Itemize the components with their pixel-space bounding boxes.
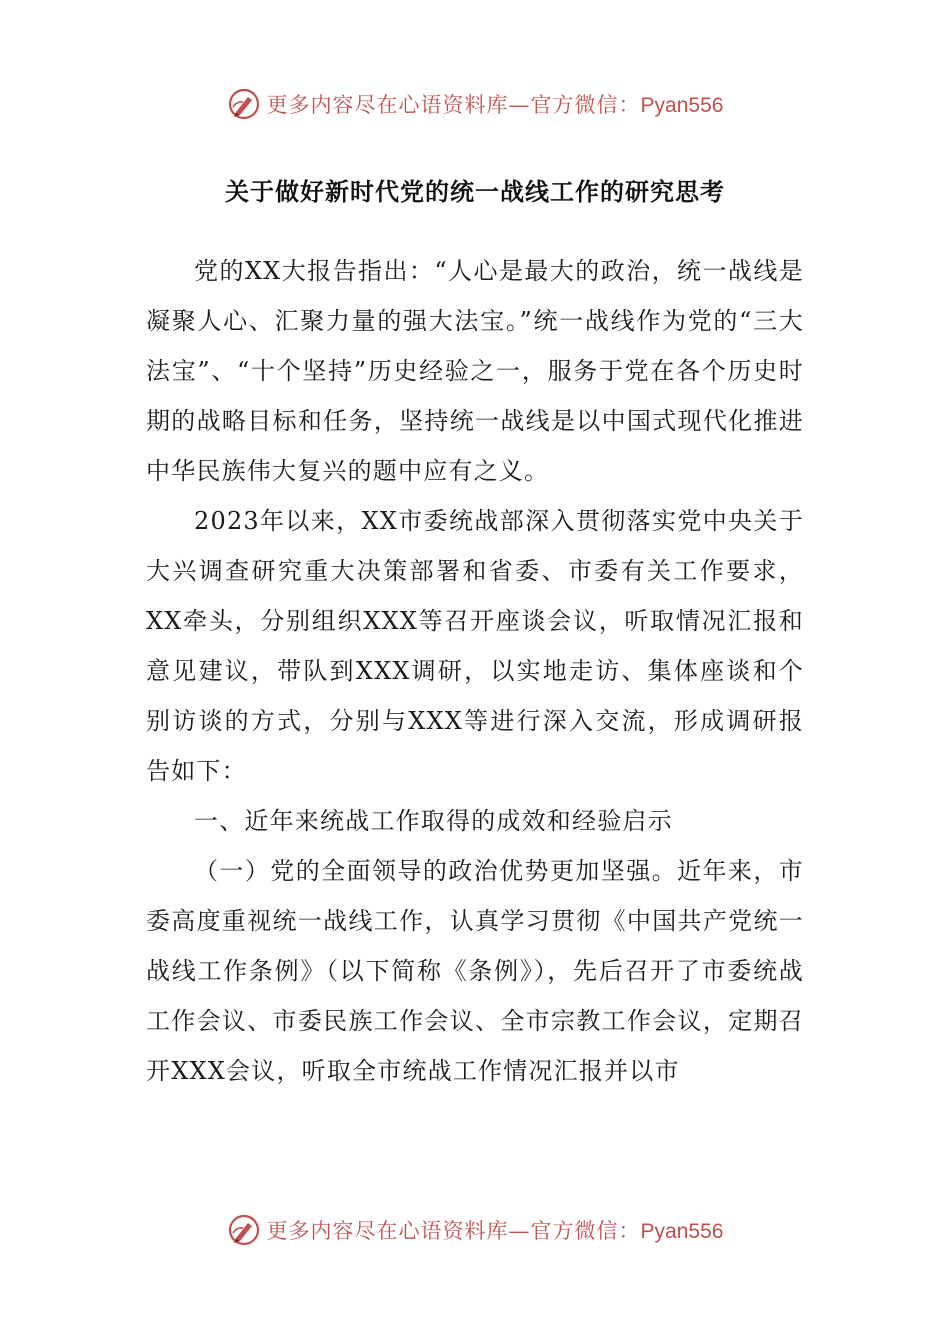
watermark-text: 更多内容尽在心语资料库—官方微信：Pyan556: [266, 93, 724, 117]
pen-logo-icon: [227, 1213, 261, 1247]
document-body: [146, 246, 804, 1096]
header-watermark: [0, 82, 950, 126]
watermark-text: 更多内容尽在心语资料库—官方微信：Pyan556: [266, 1219, 724, 1243]
watermark-handle: Pyan556: [640, 1220, 724, 1243]
paragraph: 党的XX大报告指出：“人心是最大的政治，统一战线是凝聚人心、汇聚力量的强大法宝。”统一战线作为党的“三大法宝”、“十个坚持”历史经验之一，服务于党在各个历史时期的战略目标和任务，坚持统一战线是以中国式现代化推进中华民族伟大复兴的题中应有之义。: [146, 257, 804, 485]
document-title: 关于做好新时代党的统一战线工作的研究思考: [225, 177, 725, 206]
pen-logo-icon: [227, 87, 261, 121]
paragraph: 2023年以来，XX市委统战部深入贯彻落实党中央关于大兴调查研究重大决策部署和省委、市委有关工作要求，XX牵头，分别组织XXX等召开座谈会议，听取情况汇报和意见建议，带队到XXX调研，以实地走访、集体座谈和个别访谈的方式，分别与XXX等进行深入交流，形成调研报告如下：: [146, 507, 804, 785]
paragraph: （一）党的全面领导的政治优势更加坚强。近年来，市委高度重视统一战线工作，认真学习贯彻《中国共产党统一战线工作条例》（以下简称《条例》），先后召开了市委统战工作会议、市委民族工作会议、全市宗教工作会议，定期召开XXX会议，听取全市统战工作情况汇报并以市: [146, 857, 804, 1085]
section-heading: 一、近年来统战工作取得的成效和经验启示: [194, 807, 673, 835]
footer-watermark: [0, 1208, 950, 1252]
watermark-handle: Pyan556: [640, 94, 724, 117]
